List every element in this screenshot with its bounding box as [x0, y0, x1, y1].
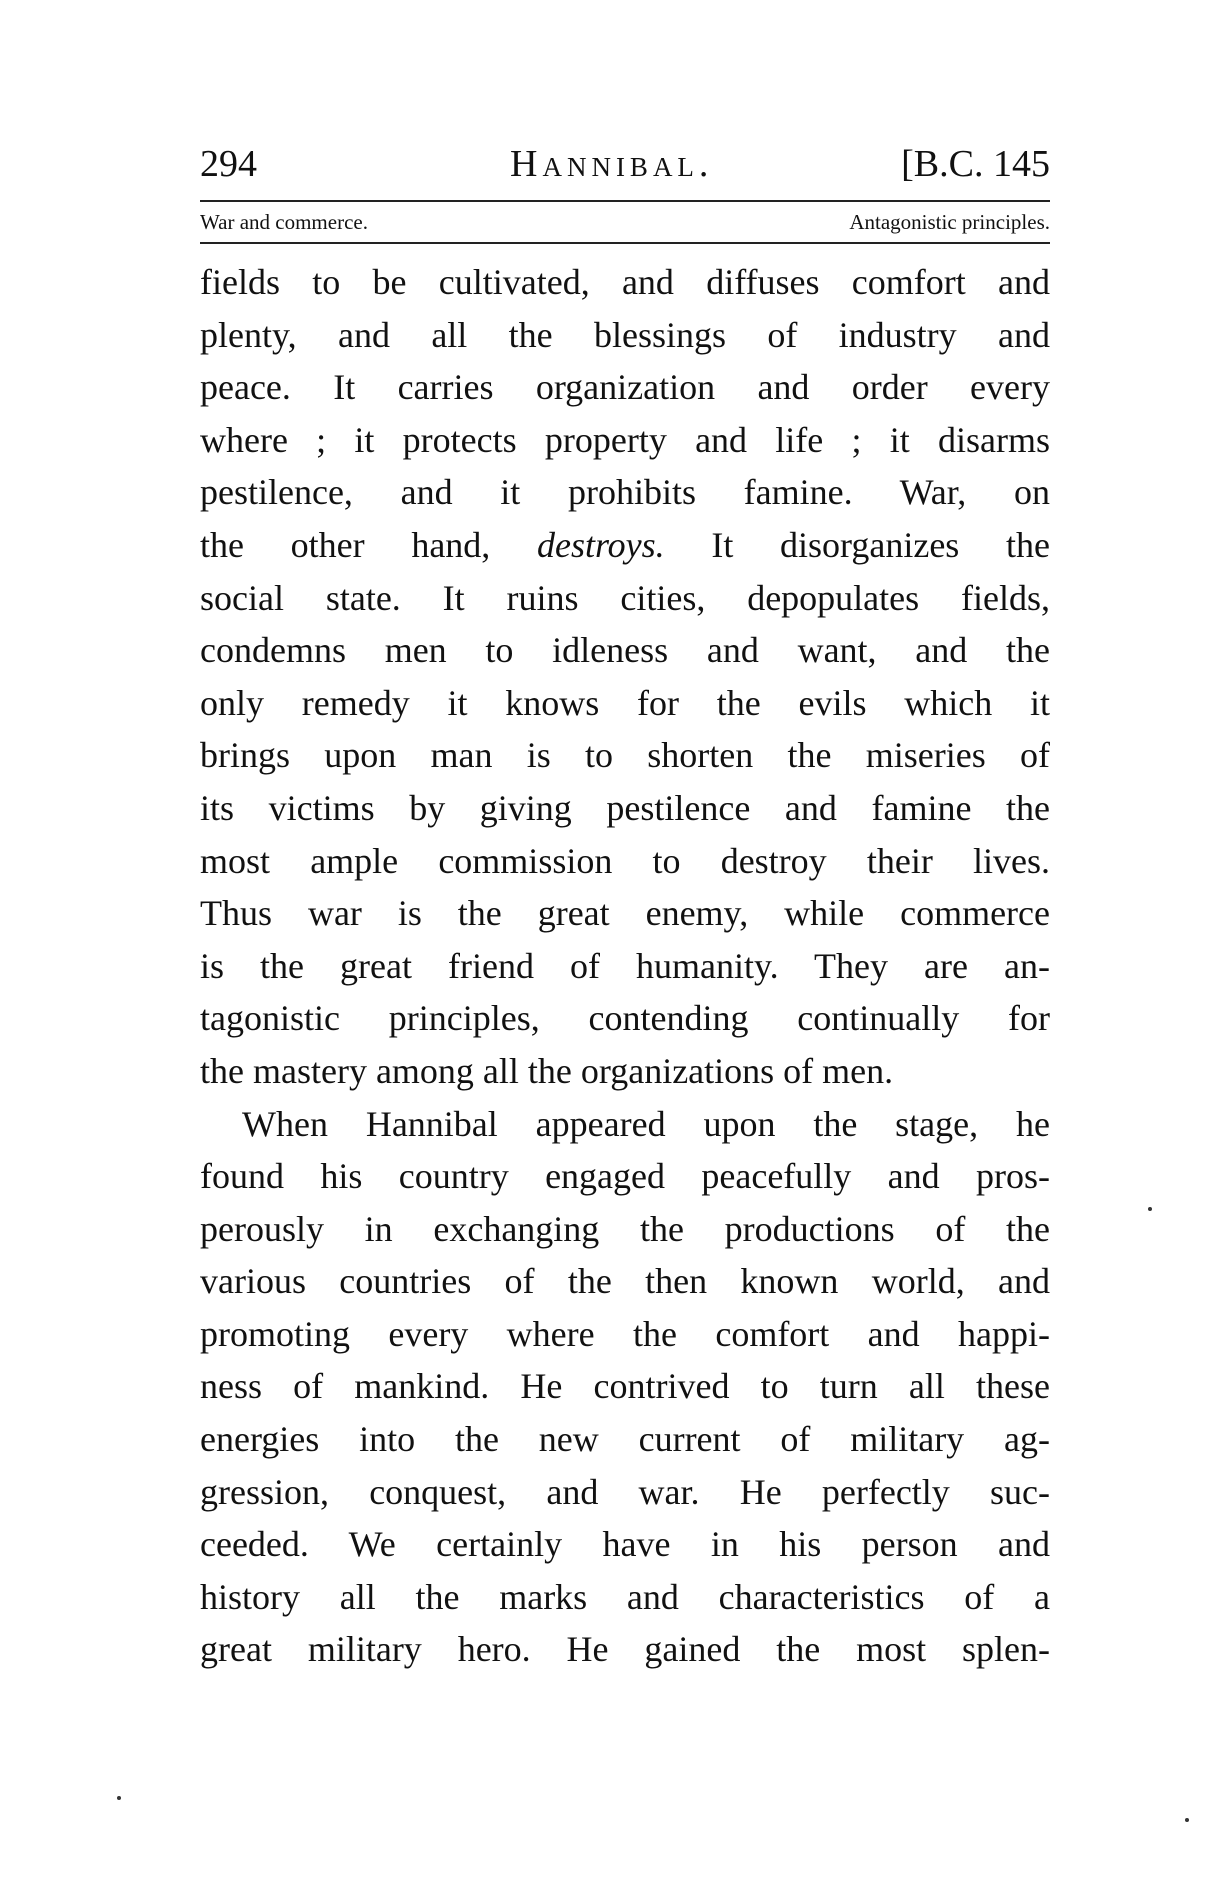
text-line: history all the marks and characteristics of a	[200, 1576, 1050, 1617]
header-rule-bottom	[200, 242, 1050, 244]
text-line: gression, conquest, and war. He perfectly suc-	[200, 1471, 1050, 1512]
running-date: [B.C. 145	[901, 143, 1050, 185]
marginal-subhead	[200, 202, 1050, 242]
text-line: is the great friend of humanity. They are an-	[200, 945, 1050, 986]
text-line: found his country engaged peacefully and pros-	[200, 1156, 1050, 1197]
scan-speck	[1148, 1207, 1152, 1211]
text-line: energies into the new current of military ag-	[200, 1419, 1050, 1460]
running-title: Hannibal.	[510, 143, 714, 185]
text-line: condemns men to idleness and want, and the	[200, 630, 1050, 671]
text-line: Thus war is the great enemy, while commerce	[200, 893, 1050, 934]
text-line: where ; it protects property and life ; it disarms	[200, 419, 1050, 460]
text-line: pestilence, and it prohibits famine. War, on	[200, 472, 1050, 513]
text-line: only remedy it knows for the evils which it	[200, 682, 1050, 723]
text-line: social state. It ruins cities, depopulates fields,	[200, 577, 1050, 618]
text-line: the mastery among all the organizations of men.	[200, 1050, 894, 1091]
scan-speck	[117, 1796, 121, 1800]
text-line: most ample commission to destroy their lives.	[200, 840, 1050, 881]
book-page	[200, 130, 1050, 1676]
text-line: When Hannibal appeared upon the stage, he	[242, 1103, 1050, 1144]
text-line: tagonistic principles, contending continually for	[200, 998, 1050, 1039]
subhead-right: Antagonistic principles.	[849, 210, 1050, 234]
page-number: 294	[200, 143, 257, 185]
text-line: plenty, and all the blessings of industry and	[200, 314, 1050, 355]
text-line: promoting every where the comfort and happi-	[200, 1313, 1050, 1354]
paragraph-2	[200, 1098, 1050, 1677]
text-line: perously in exchanging the productions of the	[200, 1208, 1050, 1249]
text-line: ceeded. We certainly have in his person and	[200, 1524, 1050, 1565]
subhead-left: War and commerce.	[200, 210, 368, 234]
emphasis-word: destroys.	[537, 524, 665, 565]
text-line: brings upon man is to shorten the miseries of	[200, 735, 1050, 776]
text-line: fields to be cultivated, and diffuses comfort and	[200, 262, 1050, 302]
text-line: various countries of the then known world, and	[200, 1261, 1050, 1302]
running-head	[200, 130, 1050, 200]
body-text	[200, 256, 1050, 1676]
text-line: ness of mankind. He contrived to turn all these	[200, 1366, 1050, 1407]
text-line: great military hero. He gained the most splen-	[200, 1629, 1050, 1670]
text-line: peace. It carries organization and order every	[200, 367, 1050, 408]
text-line-with-emphasis: the other hand, destroys. It disorganizes the	[200, 524, 1050, 565]
scan-speck	[1185, 1818, 1189, 1822]
paragraph-1	[200, 256, 1050, 1098]
text-line: its victims by giving pestilence and famine the	[200, 787, 1050, 828]
